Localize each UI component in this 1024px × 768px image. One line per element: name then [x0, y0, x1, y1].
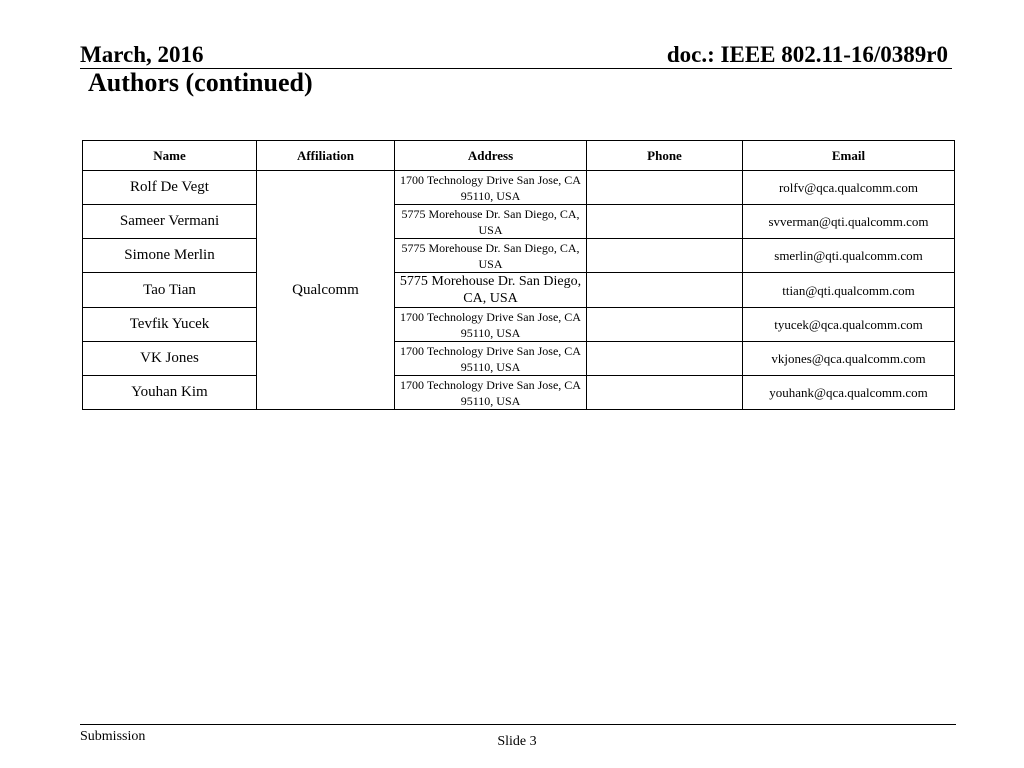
author-name: Tevfik Yucek: [83, 308, 257, 342]
author-phone: [587, 273, 743, 308]
header-doc-id: doc.: IEEE 802.11-16/0389r0: [666, 42, 948, 67]
author-name: Youhan Kim: [83, 376, 257, 410]
author-email: svverman@qti.qualcomm.com: [743, 205, 955, 239]
author-phone: [587, 376, 743, 410]
table-row: [83, 171, 955, 205]
table-row: [83, 205, 955, 239]
author-address: 1700 Technology Drive San Jose, CA 95110, USA: [395, 308, 587, 342]
author-name: Sameer Vermani: [83, 205, 257, 239]
author-phone: [587, 342, 743, 376]
author-phone: [587, 205, 743, 239]
slide-number: Slide 3: [497, 734, 537, 749]
author-phone: [587, 239, 743, 273]
table-row: [83, 239, 955, 273]
author-email: vkjones@qca.qualcomm.com: [743, 342, 955, 376]
authors-table: [82, 140, 955, 410]
slide-title: Authors (continued): [88, 68, 313, 97]
author-address: 5775 Morehouse Dr. San Diego, CA, USA: [395, 239, 587, 273]
table-row: [83, 342, 955, 376]
author-name: Tao Tian: [83, 273, 257, 308]
column-header-address: Address: [395, 141, 587, 171]
author-email: rolfv@qca.qualcomm.com: [743, 171, 955, 205]
column-header-phone: Phone: [587, 141, 743, 171]
author-address: 5775 Morehouse Dr. San Diego, CA, USA: [395, 273, 587, 308]
author-email: smerlin@qti.qualcomm.com: [743, 239, 955, 273]
author-address: 1700 Technology Drive San Jose, CA 95110, USA: [395, 376, 587, 410]
header-date: March, 2016: [80, 42, 204, 67]
table-header-row: [83, 141, 955, 171]
author-name: Simone Merlin: [83, 239, 257, 273]
author-email: ttian@qti.qualcomm.com: [743, 273, 955, 308]
affiliation-cell: Qualcomm: [257, 171, 395, 410]
author-address: 1700 Technology Drive San Jose, CA 95110, USA: [395, 171, 587, 205]
column-header-affiliation: Affiliation: [257, 141, 395, 171]
author-address: 5775 Morehouse Dr. San Diego, CA, USA: [395, 205, 587, 239]
footer-submission: Submission: [80, 729, 146, 744]
author-email: youhank@qca.qualcomm.com: [743, 376, 955, 410]
table-row: [83, 273, 955, 308]
footer-divider: [80, 724, 956, 725]
column-header-name: Name: [83, 141, 257, 171]
author-name: Rolf De Vegt: [83, 171, 257, 205]
table-row: [83, 376, 955, 410]
author-phone: [587, 308, 743, 342]
column-header-email: Email: [743, 141, 955, 171]
author-email: tyucek@qca.qualcomm.com: [743, 308, 955, 342]
table-row: [83, 308, 955, 342]
author-address: 1700 Technology Drive San Jose, CA 95110, USA: [395, 342, 587, 376]
author-phone: [587, 171, 743, 205]
author-name: VK Jones: [83, 342, 257, 376]
